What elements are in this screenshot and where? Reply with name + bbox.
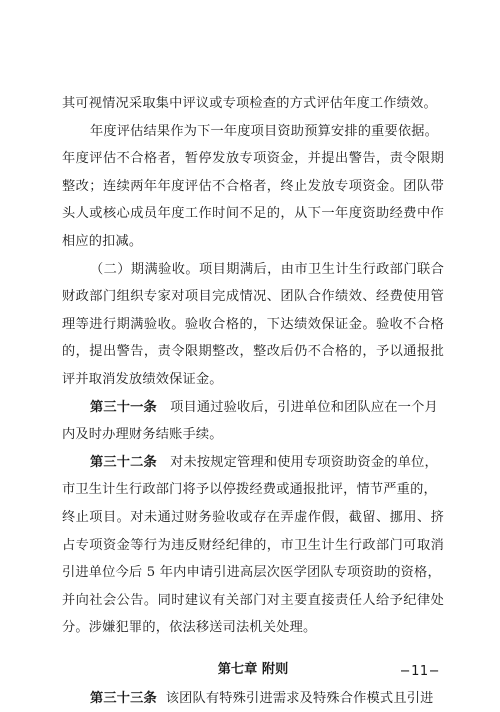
text-line: 其可视情况采取集中评议或专项检查的方式评估年度工作绩效。 (62, 96, 437, 111)
article-text: 项目通过验收后，引进单位和团队应在一个月 (170, 399, 438, 415)
text-line: 内及时办理财务结账手续。 (62, 427, 223, 443)
article-text: 该团队有特殊引进需求及特殊合作模式且引进 (165, 690, 434, 706)
text-line: 分。涉嫌犯罪的，依法移送司法机关处理。 (62, 620, 317, 636)
text-line: 年度评估结果作为下一年度项目资助预算安排的重要依据。 (90, 123, 439, 139)
text-line: 终止项目。对未通过财务验收或存在弄虚作假，截留、挪用、挤 (62, 509, 444, 525)
article-text: 对未按规定管理和使用专项资助资金的单位， (170, 454, 438, 470)
article-line (62, 394, 444, 422)
text-line: 的，提出警告，责令限期整改，整改后仍不合格的，予以通报批 (62, 344, 444, 360)
article-label: 第三十一条 (90, 399, 157, 415)
text-line: 引进单位今后 5 年内申请引进高层次医学团队专项资助的资格， (62, 565, 441, 581)
article-line (62, 449, 444, 477)
chapter-heading: 第七章 附则 (217, 661, 289, 677)
text-line: 整改；连续两年年度评估不合格者，终止发放专项资金。团队带 (62, 178, 444, 194)
text-line: 并向社会公告。同时建议有关部门对主要直接责任人给予纪律处 (62, 592, 444, 608)
page-number: −11− (399, 664, 440, 679)
spacer (62, 642, 444, 655)
text-line: 市卫生计生行政部门将予以停拨经费或通报批评，情节严重的， (62, 482, 437, 498)
document-page (62, 90, 444, 712)
text-line: 财政部门组织专家对项目完成情况、团队合作绩效、经费使用管 (62, 289, 444, 305)
article-label: 第三十三条 (90, 690, 157, 706)
text-line: 理等进行期满验收。验收合格的，下达绩效保证金。验收不合格 (62, 316, 444, 332)
text-line: （二）期满验收。项目期满后，由市卫生计生行政部门联合 (90, 261, 444, 277)
article-line (62, 685, 444, 712)
text-line: 占专项资金等行为违反财经纪律的，市卫生计生行政部门可取消 (62, 537, 444, 553)
text-line: 年度评估不合格者，暂停发放专项资金，并提出警告，责令限期 (62, 151, 444, 167)
text-line: 头人或核心成员年度工作时间不足的，从下一年度资助经费中作 (62, 206, 444, 222)
text-line: 评并取消发放绩效保证金。 (62, 371, 223, 387)
article-label: 第三十二条 (90, 454, 157, 470)
text-line: 相应的扣减。 (62, 233, 143, 249)
